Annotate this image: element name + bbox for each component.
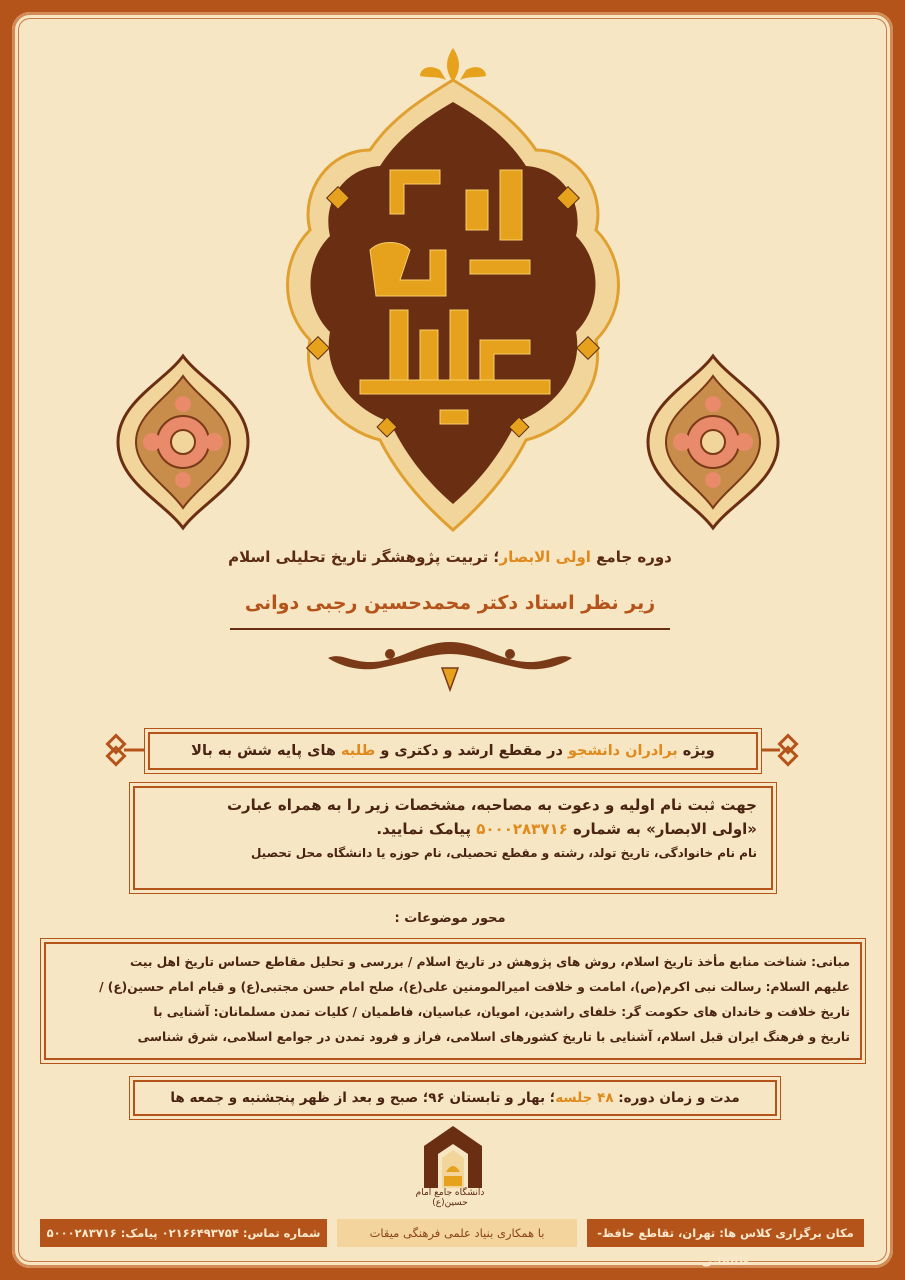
registration-box <box>133 786 773 890</box>
headline-text-a: دوره جامع <box>590 548 672 566</box>
university-logo-text: دانشگاه جامع امام حسین(ع) <box>415 1188 485 1208</box>
registration-line-2a: «اولی الابصار» به شماره <box>567 820 757 838</box>
divider-scroll-ornament <box>320 632 580 696</box>
registration-line-1: جهت ثبت نام اولیه و دعوت به مصاحبه، مشخصات زیر را به همراه عبارت <box>226 796 757 814</box>
footer-contact: شماره تماس: ۰۲۱۶۶۴۹۳۷۵۴ پیامک: ۵۰۰۰۲۸۳۷۱۶ <box>40 1219 327 1247</box>
sms-number: ۵۰۰۰۲۸۳۷۱۶ <box>476 820 568 838</box>
topics-title: محور موضوعات : <box>394 911 506 926</box>
footer-cooperation: با همکاری بنیاد علمی فرهنگی میقات <box>337 1219 577 1247</box>
eligibility-text-2: در مقطع ارشد و دکتری و <box>375 743 568 759</box>
registration-line-2 <box>149 820 757 838</box>
eligibility-text-1: ویژه <box>677 743 715 759</box>
divider-rule <box>230 628 670 630</box>
headline-text-b: ؛ تربیت پژوهشگر تاریخ تحلیلی اسلام <box>228 548 500 566</box>
left-knot-icon <box>104 732 144 768</box>
eligibility-highlight-2: طلبه <box>341 743 376 759</box>
university-logo-icon <box>418 1124 488 1190</box>
supervisor-line: زیر نظر استاد دکتر محمدحسین رجبی دوانی <box>244 592 656 614</box>
topics-box <box>44 942 862 1060</box>
registration-line-2b: پیامک نمایید. <box>376 820 477 838</box>
eligibility-box <box>148 732 758 770</box>
title-medallion <box>270 40 636 540</box>
topics-line: علیهم السلام: رسالت نبی اکرم(ص)، امامت و خلافت امیرالمومنین علی(ع)، صلح امام حسن مجتبی(ع) و قیام امام حسین(ع) / <box>99 980 850 994</box>
duration-sessions: ۴۸ جلسه <box>555 1090 614 1106</box>
duration-box <box>133 1080 777 1116</box>
eligibility-highlight-1: برادران دانشجو <box>567 743 678 759</box>
right-knot-icon <box>760 732 800 768</box>
left-arabesque-ornament <box>112 352 254 532</box>
headline-highlight: اولی الابصار <box>499 548 591 566</box>
topics-line: تاریخ و فرهنگ ایران قبل اسلام، آشنایی با تاریخ کشورهای اسلامی، فراز و فرود تمدن در جوامع اسلامی، شرق شناسی <box>137 1030 850 1044</box>
duration-text-a: مدت و زمان دوره: <box>613 1090 740 1106</box>
right-arabesque-ornament <box>642 352 784 532</box>
topics-line: تاریخ خلافت و خاندان های حکومت گر: خلفای راشدین، امویان، عباسیان، فاطمیان / کلیات تمدن مسلمانان: آشنایی با <box>153 1005 850 1019</box>
registration-fields: نام نام خانوادگی، تاریخ تولد، رشته و مقطع تحصیلی، نام حوزه یا دانشگاه محل تحصیل <box>250 846 757 860</box>
course-headline <box>90 548 810 566</box>
footer-venue: مکان برگزاری کلاس ها: تهران، تقاطع حافظ-طالقانی <box>587 1219 864 1247</box>
duration-text-b: ؛ بهار و تابستان ۹۶؛ صبح و بعد از ظهر پنجشنبه و جمعه ها <box>170 1090 556 1106</box>
eligibility-text-3: های پایه شش به بالا <box>191 743 341 759</box>
topics-line: مبانی: شناخت منابع مأخذ تاریخ اسلام، روش های پژوهش در تاریخ اسلام / بررسی و تحلیل مقاطع حساس تاریخ اهل بیت <box>129 955 850 969</box>
